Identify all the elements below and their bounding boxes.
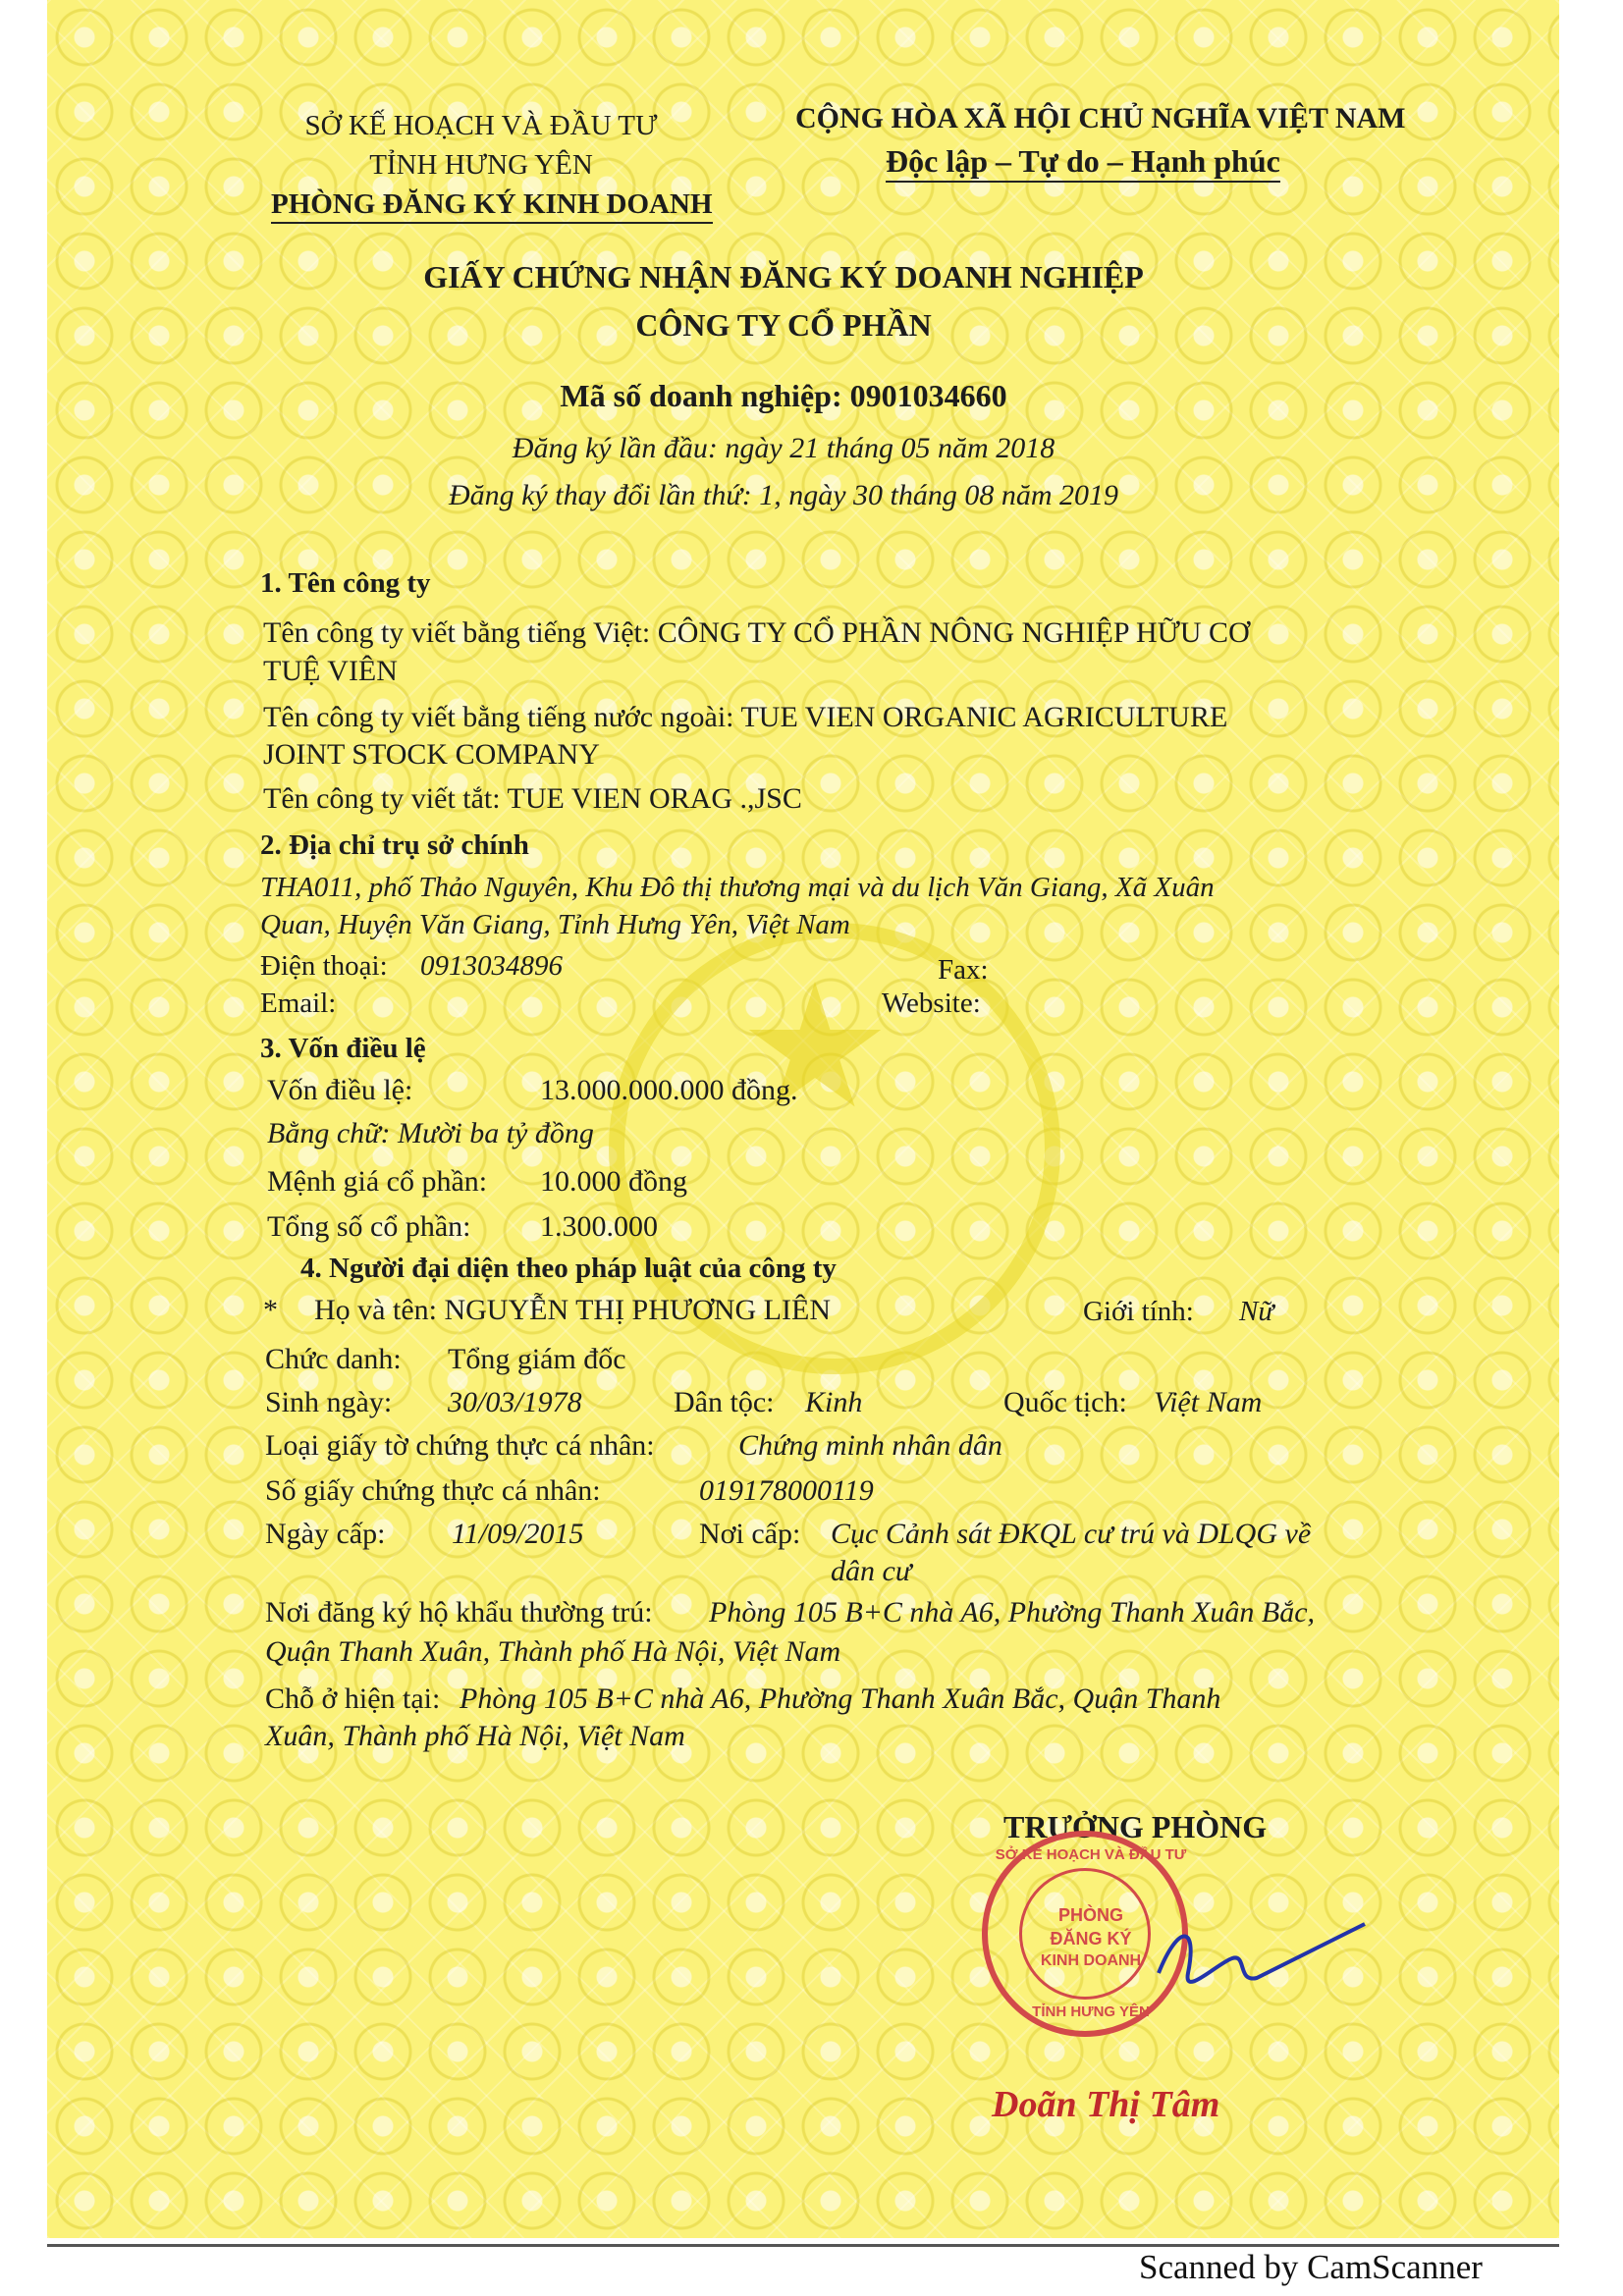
address-line1: THA011, phố Thảo Nguyên, Khu Đô thị thương mại và du lịch Văn Giang, Xã Xuân xyxy=(260,872,1215,903)
current-address-line2: Xuân, Thành phố Hà Nội, Việt Nam xyxy=(265,1720,685,1752)
current-address-line1: Phòng 105 B+C nhà A6, Phường Thanh Xuân Bắc, Quận Thanh xyxy=(460,1682,1221,1715)
first-registration-date: Đăng ký lần đầu: ngày 21 tháng 05 năm 2018 xyxy=(512,432,1055,464)
permanent-address-line1: Phòng 105 B+C nhà A6, Phường Thanh Xuân Bắc, xyxy=(709,1596,1316,1629)
section4-heading: 4. Người đại diện theo pháp luật của công ty xyxy=(300,1253,837,1284)
position-label: Chức danh: xyxy=(265,1343,402,1375)
section1-heading: 1. Tên công ty xyxy=(260,567,431,599)
section2-heading: 2. Địa chỉ trụ sở chính xyxy=(260,829,529,861)
doc-title-line2: CÔNG TY CỔ PHẦN xyxy=(635,307,932,343)
fax-label: Fax: xyxy=(938,954,989,986)
phone-value: 0913034896 xyxy=(420,950,563,982)
website-label: Website: xyxy=(882,988,981,1019)
issue-place-line2: dân cư xyxy=(831,1555,912,1587)
business-code: Mã số doanh nghiệp: 0901034660 xyxy=(560,378,1007,413)
email-label: Email: xyxy=(260,988,337,1019)
ethnicity-value: Kinh xyxy=(805,1386,863,1418)
dob-value: 30/03/1978 xyxy=(448,1386,582,1418)
signer-name: Doãn Thị Tâm xyxy=(992,2084,1220,2125)
gender-label: Giới tính: xyxy=(1083,1296,1194,1327)
stamp-bottom-text: TỈNH HƯNG YÊN xyxy=(1032,2003,1150,2020)
capital-value: 13.000.000.000 đồng. xyxy=(540,1074,798,1106)
permanent-address-line2: Quận Thanh Xuân, Thành phố Hà Nội, Việt Nam xyxy=(265,1635,841,1668)
scanner-watermark: Scanned by CamScanner xyxy=(1139,2248,1483,2286)
par-value-label: Mệnh giá cổ phần: xyxy=(267,1165,488,1198)
phone-label: Điện thoại: xyxy=(260,950,388,982)
short-name: Tên công ty viết tắt: TUE VIEN ORAG .,JSC xyxy=(263,782,802,815)
ethnicity-label: Dân tộc: xyxy=(674,1386,775,1418)
bullet-star: * xyxy=(263,1294,278,1326)
page-bottom-rule xyxy=(47,2244,1559,2247)
issue-date-value: 11/09/2015 xyxy=(452,1518,584,1550)
change-registration-date: Đăng ký thay đổi lần thứ: 1, ngày 30 tháng 08 năm 2019 xyxy=(448,479,1119,511)
issue-date-label: Ngày cấp: xyxy=(265,1518,386,1550)
header-left-dept: PHÒNG ĐĂNG KÝ KINH DOANH xyxy=(271,188,713,221)
stamp-line2: ĐĂNG KÝ xyxy=(1050,1929,1132,1949)
par-value: 10.000 đồng xyxy=(540,1165,687,1198)
permanent-address-label: Nơi đăng ký hộ khẩu thường trú: xyxy=(265,1596,653,1629)
id-type-value: Chứng minh nhân dân xyxy=(738,1429,1002,1462)
foreign-name-line1: Tên công ty viết bằng tiếng nước ngoài: TUE VIEN ORGANIC AGRICULTURE xyxy=(263,701,1228,733)
header-right-motto: Độc lập – Tự do – Hạnh phúc xyxy=(886,143,1280,180)
nationality-value: Việt Nam xyxy=(1154,1386,1263,1418)
address-line2: Quan, Huyện Văn Giang, Tỉnh Hưng Yên, Việt Nam xyxy=(260,909,850,940)
stamp-line3: KINH DOANH xyxy=(1040,1952,1142,1969)
header-right-line1: CỘNG HÒA XÃ HỘI CHỦ NGHĨA VIỆT NAM xyxy=(795,102,1406,134)
gender-value: Nữ xyxy=(1239,1296,1274,1327)
representative-name: Họ và tên: NGUYỄN THỊ PHƯƠNG LIÊN xyxy=(314,1294,831,1326)
total-shares-label: Tổng số cổ phần: xyxy=(267,1210,471,1243)
capital-in-words: Bằng chữ: Mười ba tỷ đồng xyxy=(267,1117,594,1149)
vn-name-line1: Tên công ty viết bằng tiếng Việt: CÔNG TY CỔ PHẦN NÔNG NGHIỆP HỮU CƠ xyxy=(263,616,1250,649)
issue-place-label: Nơi cấp: xyxy=(699,1518,801,1550)
issue-place-line1: Cục Cảnh sát ĐKQL cư trú và DLQG về xyxy=(831,1518,1312,1550)
stamp-top-text: SỞ KẾ HOẠCH VÀ ĐẦU TƯ xyxy=(995,1846,1187,1863)
id-type-label: Loại giấy tờ chứng thực cá nhân: xyxy=(265,1429,655,1462)
doc-title-line1: GIẤY CHỨNG NHẬN ĐĂNG KÝ DOANH NGHIỆP xyxy=(423,259,1144,294)
id-number-label: Số giấy chứng thực cá nhân: xyxy=(265,1474,601,1507)
vn-name-line2: TUỆ VIÊN xyxy=(263,655,398,687)
nationality-label: Quốc tịch: xyxy=(1003,1386,1127,1418)
section3-heading: 3. Vốn điều lệ xyxy=(260,1033,426,1064)
current-address-label: Chỗ ở hiện tại: xyxy=(265,1682,441,1715)
stamp-line1: PHÒNG xyxy=(1057,1905,1123,1925)
position-value: Tổng giám đốc xyxy=(448,1343,626,1375)
total-shares-value: 1.300.000 xyxy=(540,1210,658,1243)
header-left-line2: TỈNH HƯNG YÊN xyxy=(369,149,593,181)
id-number-value: 019178000119 xyxy=(699,1474,874,1507)
handwritten-signature xyxy=(1139,1904,1375,2022)
foreign-name-line2: JOINT STOCK COMPANY xyxy=(263,738,600,771)
dob-label: Sinh ngày: xyxy=(265,1386,393,1418)
capital-label: Vốn điều lệ: xyxy=(267,1074,413,1106)
signer-role: TRƯỞNG PHÒNG xyxy=(1003,1809,1268,1844)
header-left-line1: SỞ KẾ HOẠCH VÀ ĐẦU TƯ xyxy=(304,110,658,141)
